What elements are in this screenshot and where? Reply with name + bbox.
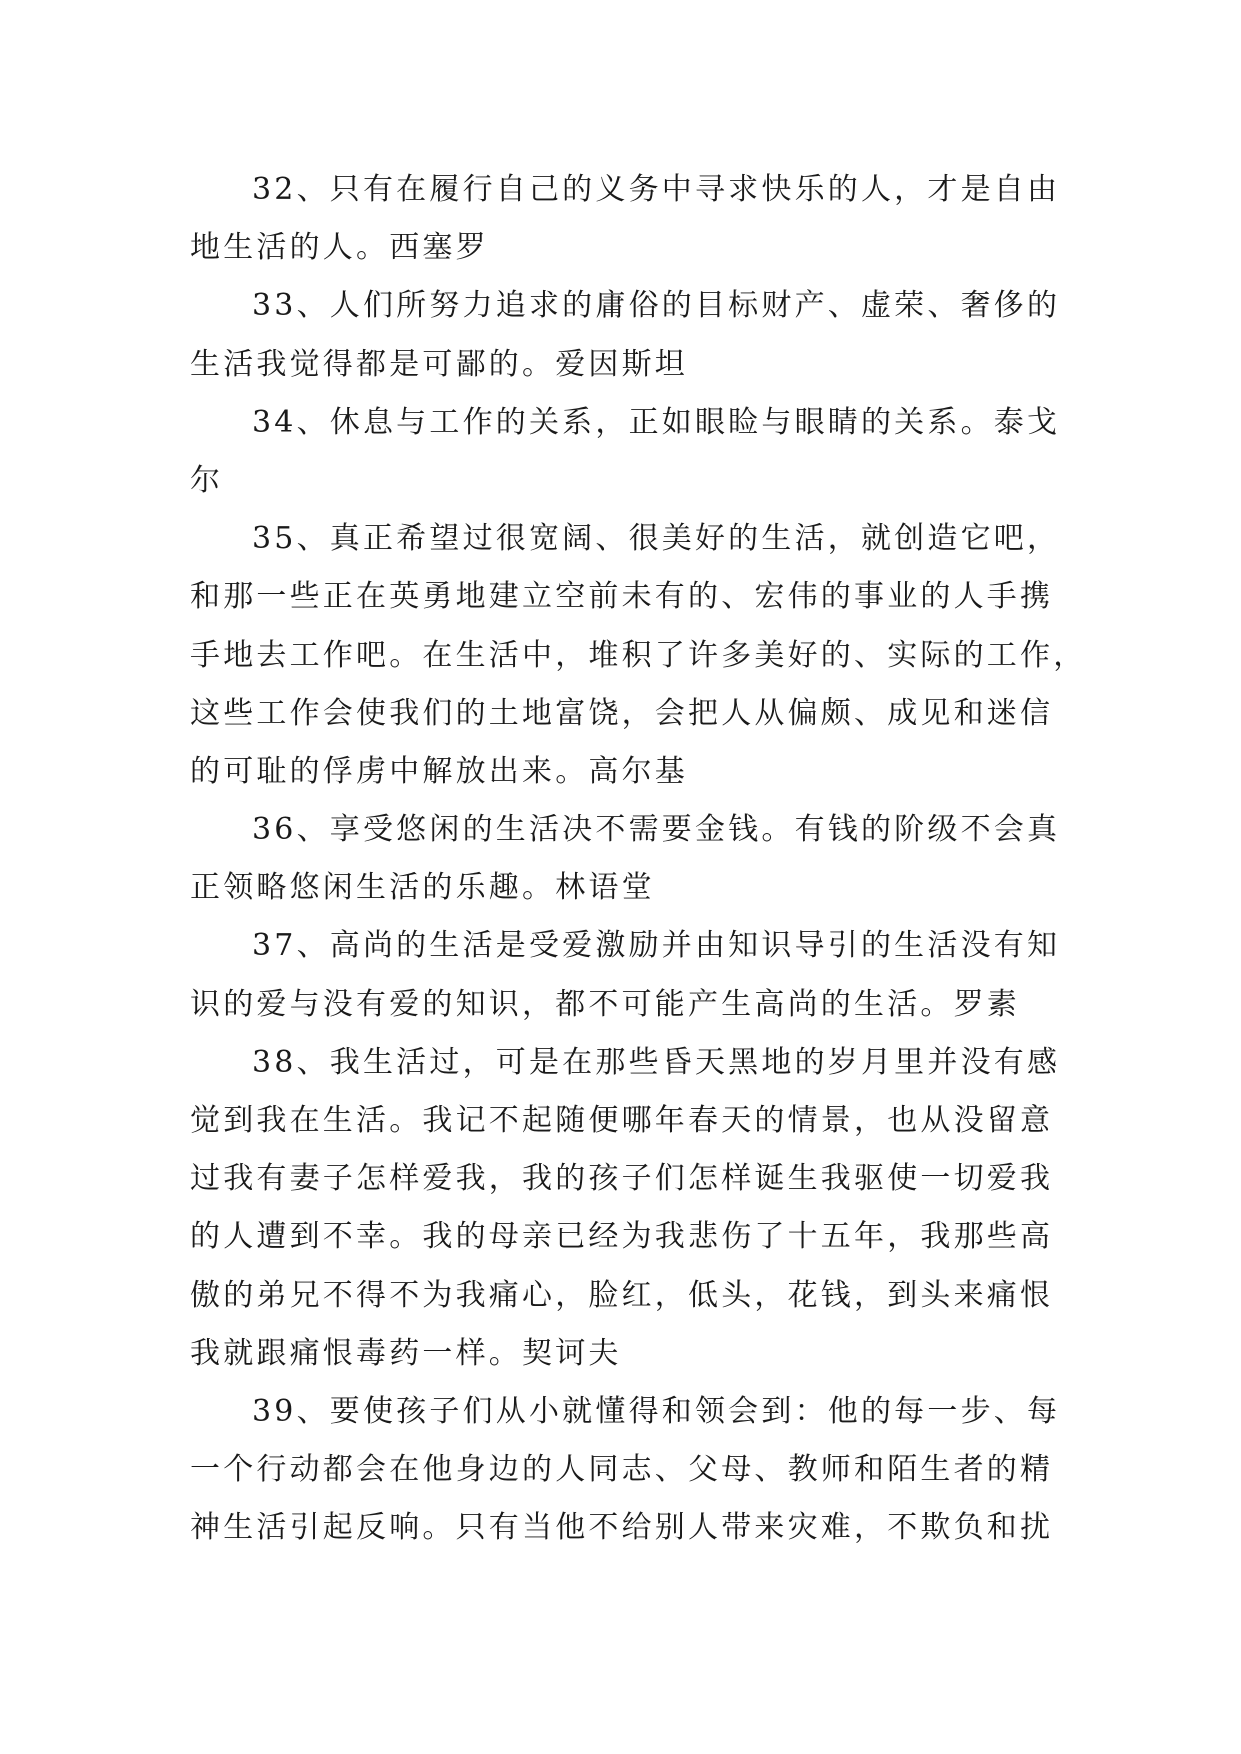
text-line: 的可耻的俘虏中解放出来。高尔基 [190,753,688,789]
text-line: 33、人们所努力追求的庸俗的目标财产、虚荣、奢侈的 [252,288,1061,324]
text-line: 的人遭到不幸。我的母亲已经为我悲伤了十五年，我那些高 [190,1219,1054,1255]
text-line: 生活我觉得都是可鄙的。爱因斯坦 [190,346,688,382]
text-line: 傲的弟兄不得不为我痛心，脸红，低头，花钱，到头来痛恨 [190,1277,1054,1313]
text-line: 36、享受悠闲的生活决不需要金钱。有钱的阶级不会真 [252,812,1061,848]
text-line: 这些工作会使我们的土地富饶，会把人从偏颇、成见和迷信 [190,695,1054,731]
text-line: 觉到我在生活。我记不起随便哪年春天的情景，也从没留意 [190,1103,1054,1138]
text-line: 地生活的人。西塞罗 [190,230,489,266]
text-line: 手地去工作吧。在生活中，堆积了许多美好的、实际的工作， [190,637,1087,673]
text-line: 神生活引起反响。只有当他不给别人带来灾难，不欺负和扰 [190,1510,1054,1546]
text-line: 一个行动都会在他身边的人同志、父母、教师和陌生者的精 [190,1452,1054,1488]
text-line: 正领略悠闲生活的乐趣。林语堂 [190,870,655,906]
text-line: 32、只有在履行自己的义务中寻求快乐的人，才是自由 [252,172,1061,207]
text-line: 和那一些正在英勇地建立空前未有的、宏伟的事业的人手携 [190,579,1054,615]
text-line: 38、我生活过，可是在那些昏天黑地的岁月里并没有感 [252,1044,1061,1080]
text-line: 过我有妻子怎样爱我，我的孩子们怎样诞生我驱使一切爱我 [190,1161,1054,1197]
text-line: 35、真正希望过很宽阔、很美好的生活，就创造它吧， [252,521,1061,557]
text-line: 我就跟痛恨毒药一样。契诃夫 [190,1335,622,1371]
text-line: 34、休息与工作的关系，正如眼睑与眼睛的关系。泰戈 [252,404,1061,440]
text-line: 尔 [190,462,224,498]
quote-text-block [190,161,1087,1558]
text-line: 识的爱与没有爱的知识，都不可能产生高尚的生活。罗素 [190,986,1020,1022]
text-line: 37、高尚的生活是受爱激励并由知识导引的生活没有知 [252,928,1061,964]
text-line: 39、要使孩子们从小就懂得和领会到：他的每一步、每 [252,1393,1061,1429]
